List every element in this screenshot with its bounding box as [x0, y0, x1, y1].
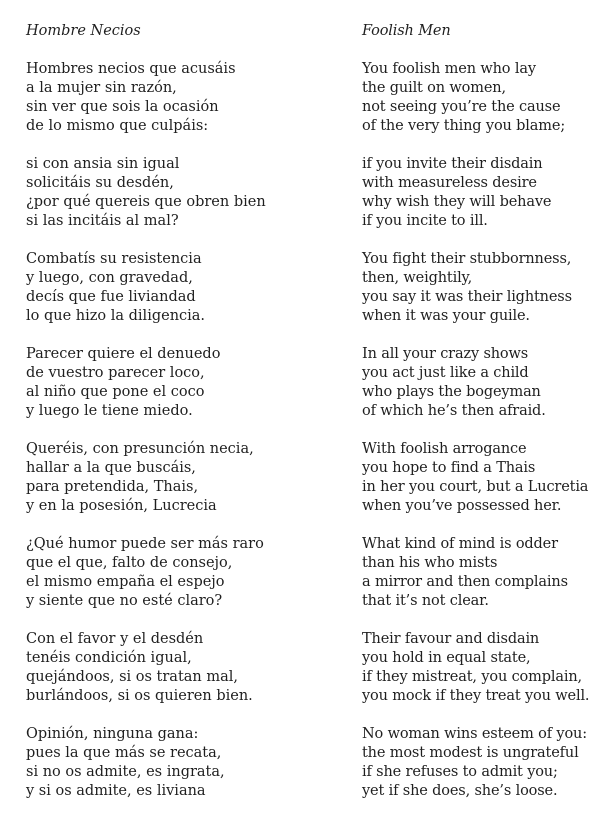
english-verse-line: not seeing you’re the cause	[362, 99, 561, 115]
spanish-verse-line: Parecer quiere el denuedo	[26, 346, 221, 362]
english-verse-line: who plays the bogeyman	[362, 384, 541, 400]
english-stanza	[362, 345, 602, 421]
english-verse-line: What kind of mind is odder	[362, 536, 558, 552]
english-verse-line: In all your crazy shows	[362, 346, 529, 362]
english-verse-line: that it’s not clear.	[362, 593, 489, 609]
spanish-verse-line: sin ver que sois la ocasión	[26, 99, 219, 115]
english-verse-line: if you incite to ill.	[362, 213, 488, 229]
spanish-verse-line: Combatís su resistencia	[26, 251, 202, 267]
spanish-verse-line: decís que fue liviandad	[26, 289, 196, 305]
spanish-column	[26, 22, 346, 820]
english-verse-line: when you’ve possessed her.	[362, 498, 562, 514]
english-verse-line: No woman wins esteem of you:	[362, 726, 587, 742]
english-verse-line: the guilt on women,	[362, 80, 506, 96]
spanish-stanza	[26, 440, 346, 516]
english-title: Foolish Men	[362, 23, 451, 39]
english-verse-line: than his who mists	[362, 555, 498, 571]
spanish-verse-line: al niño que pone el coco	[26, 384, 205, 400]
english-column	[362, 22, 602, 820]
english-stanza	[362, 535, 602, 611]
english-verse-line: if she refuses to admit you;	[362, 764, 558, 780]
english-verse-line: of the very thing you blame;	[362, 118, 566, 134]
spanish-verse-line: solicitáis su desdén,	[26, 175, 174, 191]
spanish-verse-line: quejándoos, si os tratan mal,	[26, 669, 239, 685]
spanish-verse-line: que el que, falto de consejo,	[26, 555, 233, 571]
spanish-verse-line: si con ansia sin igual	[26, 156, 180, 172]
spanish-verse-line: y luego le tiene miedo.	[26, 403, 193, 419]
english-verse-line: if they mistreat, you complain,	[362, 669, 582, 685]
spanish-stanza	[26, 155, 346, 231]
spanish-verse-line: Queréis, con presunción necia,	[26, 441, 254, 457]
spanish-verse-line: y siente que no esté claro?	[26, 593, 223, 609]
spanish-verse-line: si no os admite, es ingrata,	[26, 764, 225, 780]
english-verse-line: you say it was their lightness	[362, 289, 572, 305]
english-verse-line: With foolish arrogance	[362, 441, 527, 457]
spanish-verse-line: y luego, con gravedad,	[26, 270, 193, 286]
spanish-stanzas	[26, 60, 346, 801]
title-spacer	[26, 41, 346, 60]
spanish-verse-line: y si os admite, es liviana	[26, 783, 206, 799]
spanish-verse-line: de vuestro parecer loco,	[26, 365, 205, 381]
english-verse-line: you hold in equal state,	[362, 650, 531, 666]
spanish-verse-line: ¿Qué humor puede ser más raro	[26, 536, 264, 552]
english-verse-line: the most modest is ungrateful	[362, 745, 579, 761]
english-verse-line: you hope to find a Thais	[362, 460, 536, 476]
spanish-verse-line: el mismo empaña el espejo	[26, 574, 225, 590]
english-stanza	[362, 155, 602, 231]
english-verse-line: then, weightily,	[362, 270, 473, 286]
english-stanzas	[362, 60, 602, 801]
spanish-verse-line: hallar a la que buscáis,	[26, 460, 196, 476]
english-stanza	[362, 630, 602, 706]
english-verse-line: if you invite their disdain	[362, 156, 543, 172]
spanish-verse-line: a la mujer sin razón,	[26, 80, 177, 96]
spanish-verse-line: Hombres necios que acusáis	[26, 61, 236, 77]
spanish-verse-line: tenéis condición igual,	[26, 650, 192, 666]
spanish-stanza	[26, 630, 346, 706]
spanish-verse-line: pues la que más se recata,	[26, 745, 222, 761]
spanish-stanza	[26, 725, 346, 801]
spanish-verse-line: burlándoos, si os quieren bien.	[26, 688, 253, 704]
english-verse-line: in her you court, but a Lucretia	[362, 479, 589, 495]
english-verse-line: a mirror and then complains	[362, 574, 568, 590]
spanish-verse-line: Con el favor y el desdén	[26, 631, 204, 647]
english-verse-line: yet if she does, she’s loose.	[362, 783, 558, 799]
english-verse-line: when it was your guile.	[362, 308, 530, 324]
english-verse-line: You fight their stubbornness,	[362, 251, 572, 267]
english-stanza	[362, 60, 602, 136]
spanish-verse-line: y en la posesión, Lucrecia	[26, 498, 217, 514]
english-verse-line: You foolish men who lay	[362, 61, 536, 77]
spanish-verse-line: Opinión, ninguna gana:	[26, 726, 199, 742]
english-stanza	[362, 725, 602, 801]
spanish-stanza	[26, 250, 346, 326]
english-verse-line: you act just like a child	[362, 365, 529, 381]
english-verse-line: with measureless desire	[362, 175, 537, 191]
spanish-verse-line: lo que hizo la diligencia.	[26, 308, 206, 324]
spanish-stanza	[26, 345, 346, 421]
spanish-verse-line: ¿por qué quereis que obren bien	[26, 194, 266, 210]
english-stanza	[362, 250, 602, 326]
spanish-verse-line: si las incitáis al mal?	[26, 213, 179, 229]
spanish-verse-line: de lo mismo que culpáis:	[26, 118, 209, 134]
spanish-stanza	[26, 60, 346, 136]
english-verse-line: Their favour and disdain	[362, 631, 540, 647]
title-spacer	[362, 41, 602, 60]
english-verse-line: you mock if they treat you well.	[362, 688, 590, 704]
english-verse-line: why wish they will behave	[362, 194, 552, 210]
english-stanza	[362, 440, 602, 516]
spanish-verse-line: para pretendida, Thais,	[26, 479, 199, 495]
spanish-stanza	[26, 535, 346, 611]
english-verse-line: of which he’s then afraid.	[362, 403, 546, 419]
spanish-title: Hombre Necios	[26, 23, 141, 39]
